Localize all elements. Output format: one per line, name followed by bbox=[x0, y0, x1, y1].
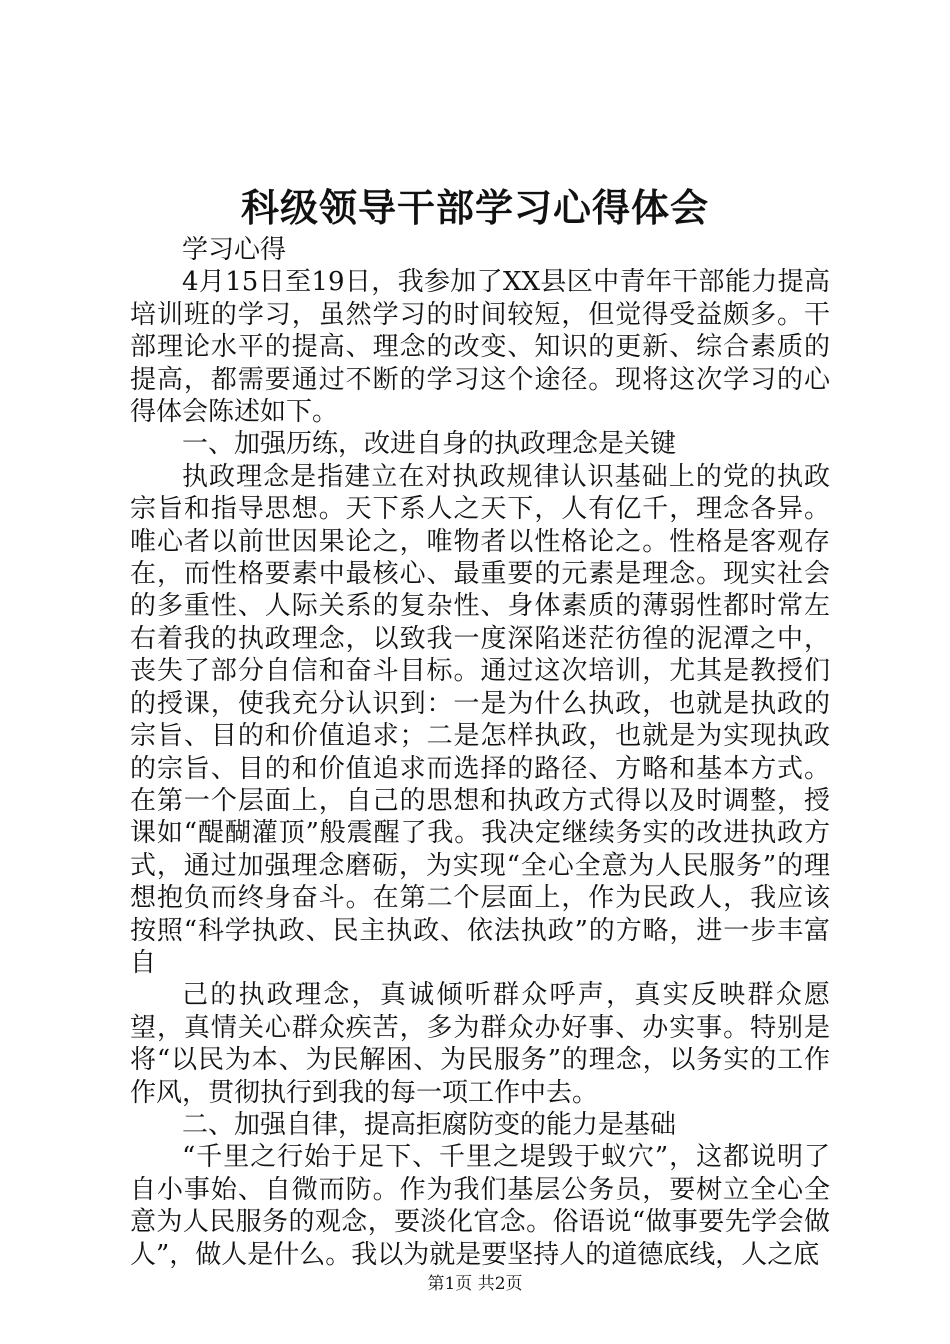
paragraph-governing-philosophy-continued: 己的执政理念，真诚倾听群众呼声，真实反映群众愿望，真情关心群众疾苦，多为群众办好事、办实事。特别是将“以民为本、为民解困、为民服务”的理念，以务实的工作作风，贯彻执行到我的每一项工作中去。 bbox=[130, 980, 830, 1108]
paragraph-introduction: 4月15日至19日，我参加了XX县区中青年干部能力提高培训班的学习，虽然学习的时间较短，但觉得受益颇多。干部理论水平的提高、理念的改变、知识的更新、综合素质的提高，都需要通过不断的学习这个途径。现将这次学习的心得体会陈述如下。 bbox=[130, 267, 830, 428]
document-title: 科级领导干部学习心得体会 bbox=[240, 185, 709, 230]
paragraph-self-discipline: “千里之行始于足下、千里之堤毁于蚁穴”，这都说明了自小事始、自微而防。作为我们基层公务员，要树立全心全意为人民服务的观念，要淡化官念。俗语说“做事要先学会做人”，做人是什么。我以为就是要坚持人的道德底线，人之底 bbox=[130, 1142, 830, 1270]
document-body bbox=[130, 234, 830, 1271]
paragraph-governing-philosophy: 执政理念是指建立在对执政规律认识基础上的党的执政宗旨和指导思想。天下系人之天下，人有亿千，理念各异。唯心者以前世因果论之，唯物者以性格论之。性格是客观存在，而性格要素中最核心、最重要的元素是理念。现实社会的多重性、人际关系的复杂性、身体素质的薄弱性都时常左右着我的执政理念，以致我一度深陷迷茫彷徨的泥潭之中，丧失了部分自信和奋斗目标。通过这次培训，尤其是教授们的授课，使我充分认识到：一是为什么执政，也就是执政的宗旨、目的和价值追求；二是怎样执政，也就是为实现执政的宗旨、目的和价值追求而选择的路径、方略和基本方式。在第一个层面上，自己的思想和执政方式得以及时调整，授课如“醍醐灌顶”般震醒了我。我决定继续务实的改进执政方式，通过加强理念磨砺，为实现“全心全意为人民服务”的理想抱负而终身奋斗。在第二个层面上，作为民政人，我应该按照“科学执政、民主执政、依法执政”的方略，进一步丰富自 bbox=[130, 461, 830, 978]
section-heading-2: 二、加强自律，提高拒腐防变的能力是基础 bbox=[182, 1109, 677, 1140]
section-heading-study-notes: 学习心得 bbox=[182, 235, 287, 265]
page-number: 第1页 共2页 bbox=[427, 1274, 523, 1294]
section-heading-1: 一、加强历练，改进自身的执政理念是关键 bbox=[182, 429, 677, 460]
